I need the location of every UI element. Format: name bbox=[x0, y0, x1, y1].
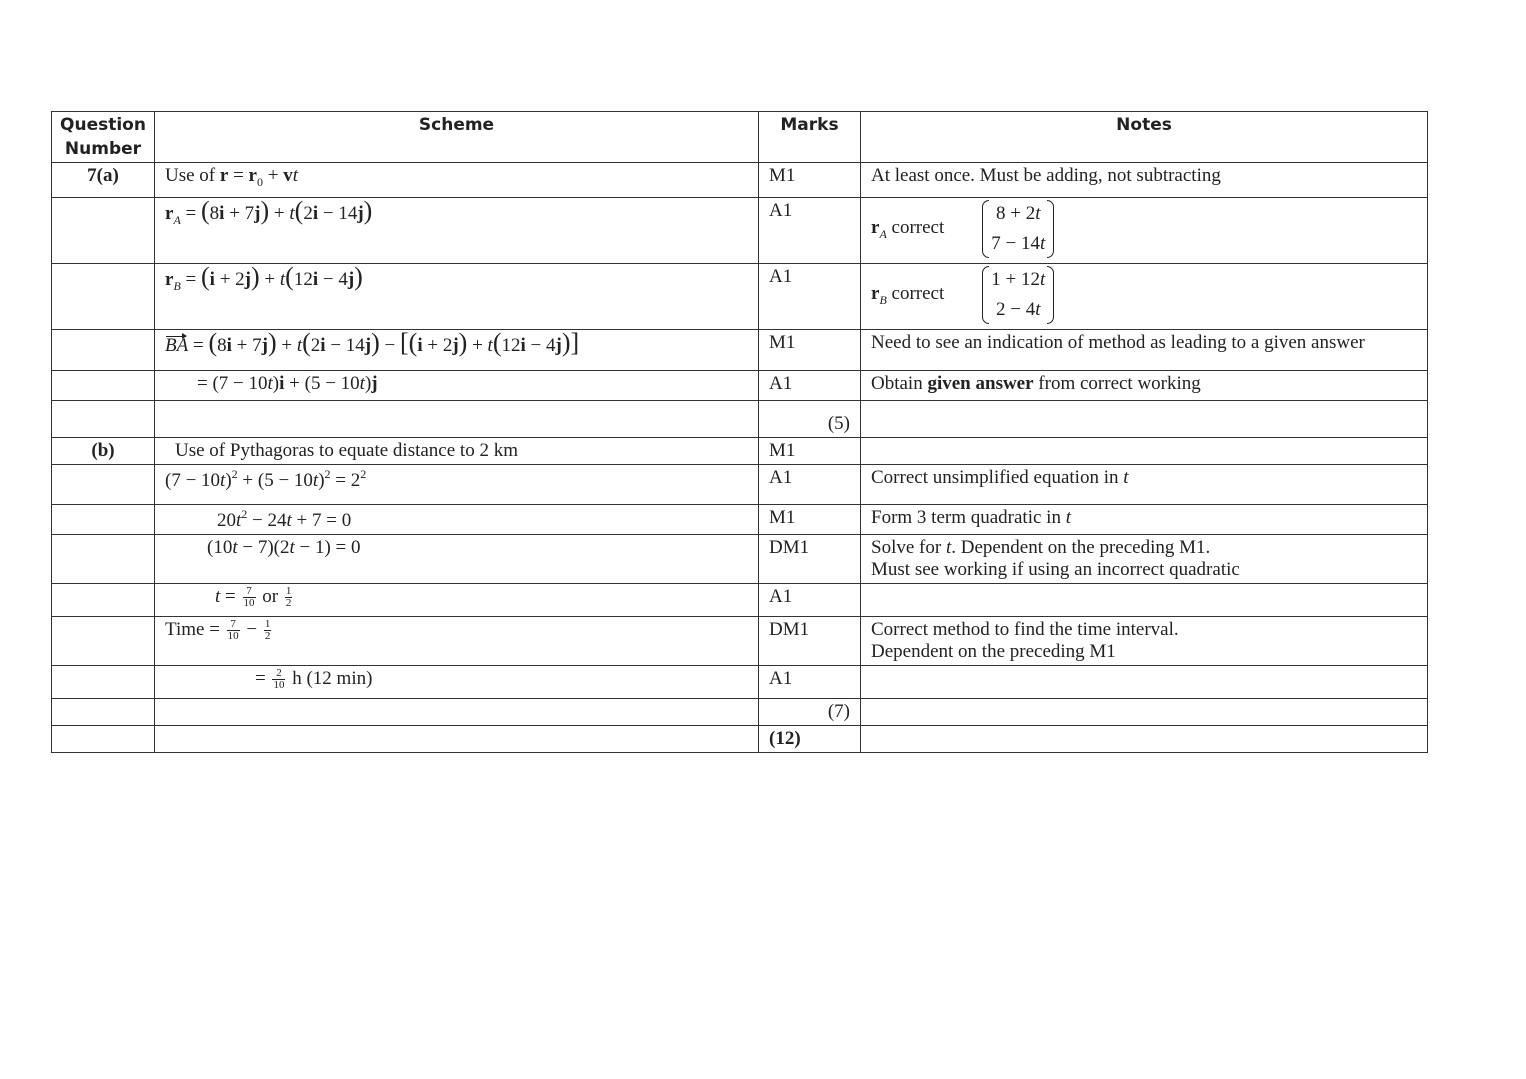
table-row bbox=[52, 666, 1428, 699]
notes-header: Notes bbox=[861, 112, 1428, 163]
scheme-cell: $(7 - 10t)^2 + (5 - 10t)^2 = 2^2$ bbox=[155, 465, 759, 505]
question-label: 7(a) bbox=[52, 163, 155, 198]
scheme-cell: = (7 − 10t)i + (5 − 10t)j bbox=[155, 371, 759, 401]
notes-cell: $r_A$ correct 8 + 2t 7 − 14t bbox=[861, 198, 1428, 264]
marks-cell: DM1 bbox=[759, 535, 861, 584]
scheme-cell: (10t − 7)(2t − 1) = 0 bbox=[155, 535, 759, 584]
header-row bbox=[52, 112, 1428, 163]
notes-cell: Form 3 term quadratic in t bbox=[861, 505, 1428, 535]
mark-scheme-table bbox=[51, 111, 1428, 753]
table-row bbox=[52, 330, 1428, 371]
question-label: (b) bbox=[52, 438, 155, 465]
scheme-cell: Use of $r = r_0$ + vt bbox=[155, 163, 759, 198]
scheme-cell: = $\frac{2}{10}$ h (12 min) bbox=[155, 666, 759, 699]
total-marks: (12) bbox=[759, 726, 861, 753]
subtotal-marks: (7) bbox=[759, 699, 861, 726]
table-row bbox=[52, 505, 1428, 535]
scheme-cell: BA = (8i + 7j) + t(2i − 14j) − [(i + 2j) + t(12i − 4j)] bbox=[155, 330, 759, 371]
table-row bbox=[52, 163, 1428, 198]
scheme-cell: $r_B = (i + 2j) + t(12i - 4j)$ bbox=[155, 264, 759, 330]
question-number-header: Question Number bbox=[52, 112, 155, 163]
marks-cell: DM1 bbox=[759, 617, 861, 666]
subtotal-row bbox=[52, 699, 1428, 726]
marks-cell: M1 bbox=[759, 505, 861, 535]
table-row bbox=[52, 465, 1428, 505]
notes-cell: Correct unsimplified equation in t bbox=[861, 465, 1428, 505]
marks-cell: A1 bbox=[759, 264, 861, 330]
notes-cell: $r_B$ correct 1 + 12t 2 − 4t bbox=[861, 264, 1428, 330]
notes-cell: Need to see an indication of method as leading to a given answer bbox=[861, 330, 1428, 371]
table-row bbox=[52, 535, 1428, 584]
table-row bbox=[52, 584, 1428, 617]
marks-cell: A1 bbox=[759, 371, 861, 401]
subtotal-marks: (5) bbox=[759, 401, 861, 438]
total-row bbox=[52, 726, 1428, 753]
marks-cell: A1 bbox=[759, 584, 861, 617]
table-row bbox=[52, 198, 1428, 264]
table-row bbox=[52, 371, 1428, 401]
marks-cell: M1 bbox=[759, 330, 861, 371]
marks-cell: A1 bbox=[759, 198, 861, 264]
scheme-cell: Use of Pythagoras to equate distance to 2 km bbox=[155, 438, 759, 465]
subtotal-row bbox=[52, 401, 1428, 438]
notes-cell: Solve for t. Dependent on the preceding M1. Must see working if using an incorrect quadratic bbox=[861, 535, 1428, 584]
vector-column: 1 + 12t 2 − 4t bbox=[982, 266, 1054, 324]
table-row bbox=[52, 617, 1428, 666]
scheme-cell: $20t^2 - 24t + 7 = 0$ bbox=[155, 505, 759, 535]
vector-column: 8 + 2t 7 − 14t bbox=[982, 200, 1054, 258]
marks-cell: A1 bbox=[759, 666, 861, 699]
table-row bbox=[52, 438, 1428, 465]
scheme-cell: $r_A = (8i + 7j) + t(2i - 14j)$ bbox=[155, 198, 759, 264]
scheme-header: Scheme bbox=[155, 112, 759, 163]
scheme-cell: Time = $\frac{7}{10}$ − $\frac{1}{2}$ bbox=[155, 617, 759, 666]
notes-cell: Obtain given answer from correct working bbox=[861, 371, 1428, 401]
table-row bbox=[52, 264, 1428, 330]
marks-cell: M1 bbox=[759, 438, 861, 465]
scheme-cell: t = $\frac{7}{10}$ or $\frac{1}{2}$ bbox=[155, 584, 759, 617]
marks-cell: M1 bbox=[759, 163, 861, 198]
notes-cell: At least once. Must be adding, not subtracting bbox=[861, 163, 1428, 198]
notes-cell: Correct method to find the time interval. Dependent on the preceding M1 bbox=[861, 617, 1428, 666]
marks-cell: A1 bbox=[759, 465, 861, 505]
marks-header: Marks bbox=[759, 112, 861, 163]
